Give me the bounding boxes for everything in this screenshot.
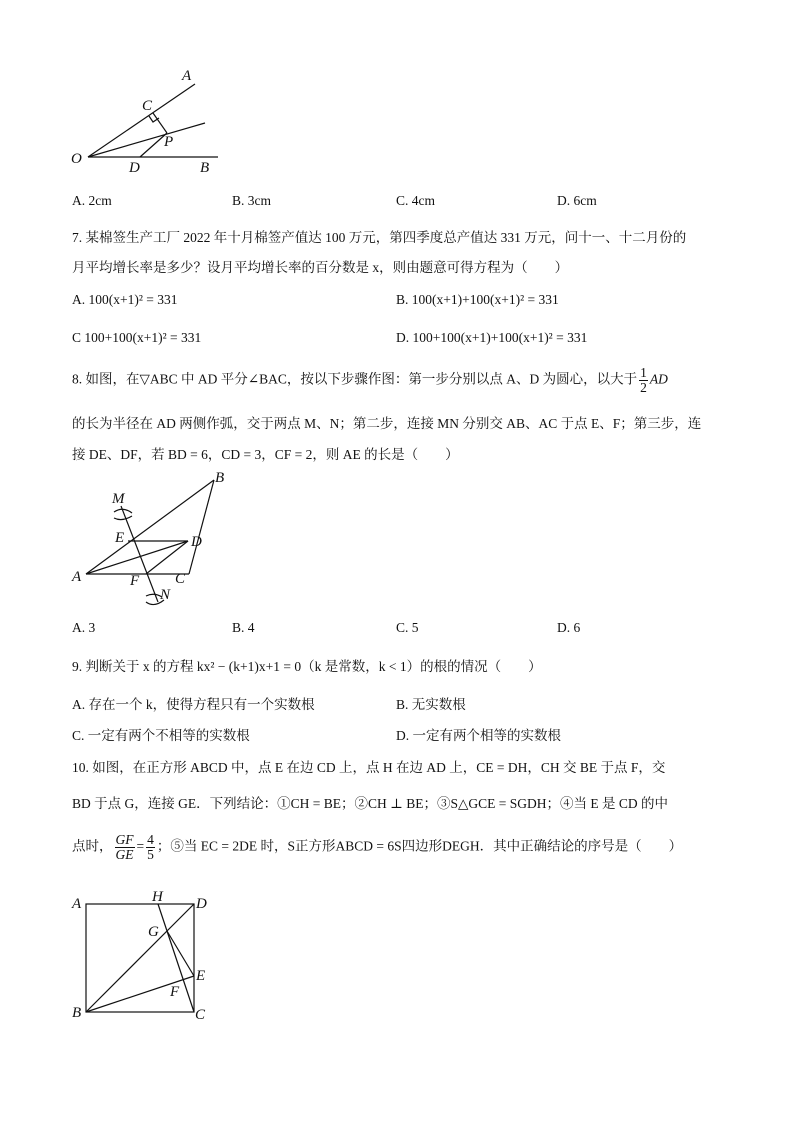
- label-N: N: [160, 587, 171, 603]
- label-P: P: [164, 134, 174, 150]
- q9-option-d: D. 一定有两个相等的实数根: [396, 728, 561, 743]
- label-B: B: [72, 1005, 82, 1021]
- q6-option-a: A. 2cm: [72, 193, 112, 208]
- label-F: F: [130, 573, 140, 589]
- label-A: A: [182, 68, 192, 84]
- label-B: B: [215, 470, 225, 486]
- q10-fraction-4-5: [146, 833, 155, 862]
- label-H: H: [152, 889, 163, 905]
- label-C: C: [142, 98, 153, 114]
- q6-option-d: D. 6cm: [557, 193, 597, 208]
- q8-option-d: D. 6: [557, 620, 581, 635]
- label-E: E: [115, 530, 125, 546]
- label-C: C: [175, 571, 186, 587]
- q9-option-a: A. 存在一个 k，使得方程只有一个实数根: [72, 697, 315, 712]
- label-G: G: [148, 924, 159, 940]
- q10-frac-num: GF: [115, 832, 134, 847]
- q7-option-a: A. 100(x+1)² = 331: [72, 292, 178, 307]
- q10-stem-line1: 10. 如图，在正方形 ABCD 中，点 E 在边 CD 上，点 H 在边 AD 上，CE = DH，CH 交 BE 于点 F，交: [72, 760, 666, 775]
- label-D: D: [196, 896, 207, 912]
- q8-option-b: B. 4: [232, 620, 255, 635]
- figure-square-abcd: [66, 888, 226, 1028]
- q10-stem-line2: BD 于点 G，连接 GE．下列结论：①CH = BE；②CH ⊥ BE；③S△GCE = SGDH；④当 E 是 CD 的中: [72, 796, 668, 811]
- q6-option-b: B. 3cm: [232, 193, 271, 208]
- q10-frac2-den: 5: [147, 847, 154, 862]
- label-A: A: [72, 896, 82, 912]
- q7-stem-line1: 7. 某棉签生产工厂 2022 年十月棉签产值达 100 万元，第四季度总产值达 331 万元，问十一、十二月份的: [72, 230, 687, 245]
- q10-stem-line3-b: ；⑤当 EC = 2DE 时，S正方形ABCD = 6S四边形DEGH．其中正确结论的序号是（ ）: [156, 838, 683, 854]
- q8-frac-den: 2: [640, 380, 647, 395]
- q6-option-c: C. 4cm: [396, 193, 435, 208]
- label-F: F: [170, 984, 180, 1000]
- label-C: C: [195, 1007, 206, 1023]
- q8-option-c: C. 5: [396, 620, 419, 635]
- q9-option-b: B. 无实数根: [396, 697, 466, 712]
- q8-stem-line2: 的长为半径在 AD 两侧作弧，交于两点 M、N；第二步，连接 MN 分别交 AB、AC 于点 E、F；第三步，连: [72, 416, 702, 431]
- q10-stem-line3-a: 点时，: [72, 838, 113, 854]
- q10-fraction-gf-ge: [115, 833, 135, 862]
- label-O: O: [71, 151, 82, 167]
- q9-stem: 9. 判断关于 x 的方程 kx² − (k+1)x+1 = 0（k 是常数，k < 1）的根的情况（ ）: [72, 659, 542, 674]
- label-B: B: [200, 160, 210, 176]
- q7-option-d: D. 100+100(x+1)+100(x+1)² = 331: [396, 330, 588, 345]
- q7-option-c: C 100+100(x+1)² = 331: [72, 330, 202, 345]
- q10-stem-line3: 点时， $\frac{GF}{GE}$ = $\frac{4}{5}$ ；⑤当 EC = 2DE 时，S正方形ABCD = 6S四边形DEGH．其中正确结论的序号是（ ）: [72, 832, 683, 862]
- label-M: M: [112, 491, 125, 507]
- q9-option-c: C. 一定有两个不相等的实数根: [72, 728, 250, 743]
- q8-stem-line1-b: AD: [649, 371, 668, 387]
- q8-stem-line1: [72, 366, 668, 395]
- label-A: A: [72, 569, 82, 585]
- q8-fraction: [639, 366, 648, 395]
- q7-option-b: B. 100(x+1)+100(x+1)² = 331: [396, 292, 559, 307]
- q7-stem-line2: 月平均增长率是多少？设月平均增长率的百分数是 x，则由题意可得方程为（ ）: [72, 260, 569, 275]
- label-D: D: [129, 160, 140, 176]
- q8-stem-line3: 接 DE、DF，若 BD = 6，CD = 3，CF = 2，则 AE 的长是（ ）: [72, 447, 459, 462]
- q10-frac-den: GE: [115, 847, 134, 862]
- label-E: E: [196, 968, 206, 984]
- figure-triangle-construction: [66, 466, 246, 616]
- q8-option-a: A. 3: [72, 620, 96, 635]
- label-D: D: [191, 534, 202, 550]
- q8-stem-line1-a: 8. 如图，在▽ABC 中 AD 平分∠BAC，按以下步骤作图：第一步分别以点 A、D 为圆心，以大于: [72, 371, 638, 387]
- figure-angle-bisector: [60, 62, 240, 182]
- q8-frac-num: 1: [640, 365, 647, 380]
- q10-frac2-num: 4: [147, 832, 154, 847]
